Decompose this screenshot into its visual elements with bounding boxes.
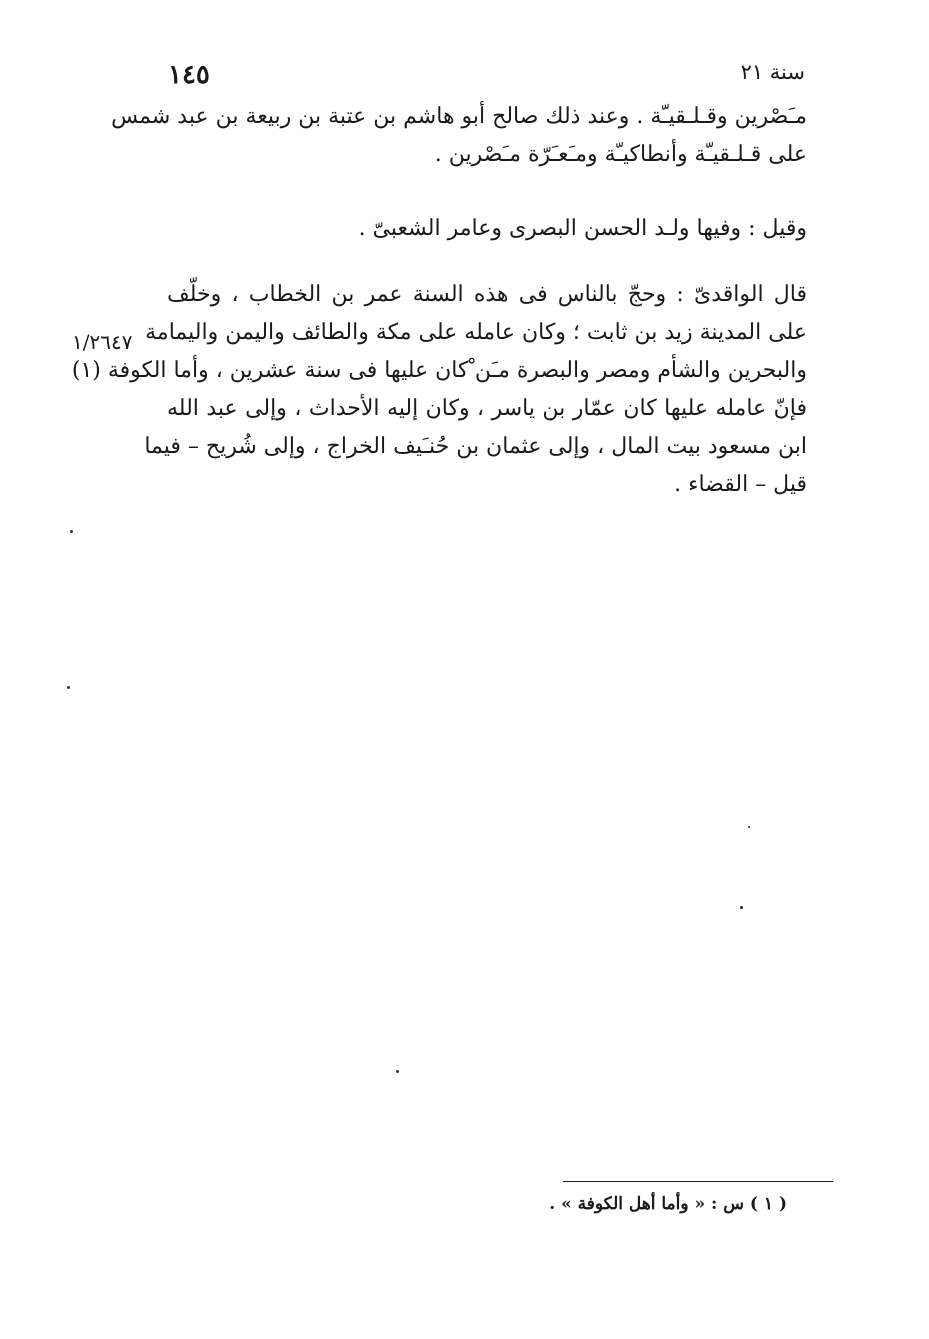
paragraph-line: قيل – القضاء . bbox=[674, 472, 807, 497]
scan-speck bbox=[70, 530, 73, 533]
paragraph-line: على المدينة زيد بن ثابت ؛ وكان عامله على مكة والطائف واليمن واليمامة bbox=[145, 320, 807, 345]
paragraph-line: والبحرين والشأم ومصر والبصرة مـَن ْكان عليها فى سنة عشرين ، وأما الكوفة (١) bbox=[71, 358, 807, 383]
scan-speck bbox=[748, 826, 750, 828]
paragraph-1 bbox=[111, 98, 807, 174]
paragraph-line: وقيل : وفيها ولـد الحسن البصرى وعامر الشعبىّ . bbox=[358, 216, 807, 241]
margin-reference: ١/٢٦٤٧ bbox=[72, 330, 133, 354]
paragraph-line: قال الواقدىّ : وحجّ بالناس فى هذه السنة عمر بن الخطاب ، وخلّف bbox=[167, 282, 807, 307]
paragraph-line: ابن مسعود بيت المال ، وإلى عثمان بن حُنـَيف الخراج ، وإلى شُريح – فيما bbox=[144, 434, 807, 459]
paragraph-line: على قـلـقيـّة وأنطاكيـّة ومـَعـَرّة مـَصْرين . bbox=[434, 142, 807, 167]
footnote: ( ١ ) س : « وأما أهل الكوفة » . bbox=[549, 1194, 787, 1214]
scan-speck bbox=[740, 906, 743, 909]
scan-speck bbox=[67, 686, 70, 689]
paragraph-line: مـَصْرين وقـلـقيـّة . وعند ذلك صالح أبو هاشم بن عتبة بن ربيعة بن عبد شمس bbox=[111, 104, 807, 129]
paragraph-2 bbox=[167, 210, 807, 248]
footnote-rule bbox=[563, 1181, 833, 1182]
scan-speck bbox=[396, 1070, 399, 1073]
paragraph-line: فإنّ عامله عليها كان عمّار بن ياسر ، وكان إليه الأحداث ، وإلى عبد الله bbox=[167, 396, 807, 421]
running-header-year: سنة ٢١ bbox=[740, 60, 805, 84]
page-number: ١٤٥ bbox=[168, 60, 210, 90]
